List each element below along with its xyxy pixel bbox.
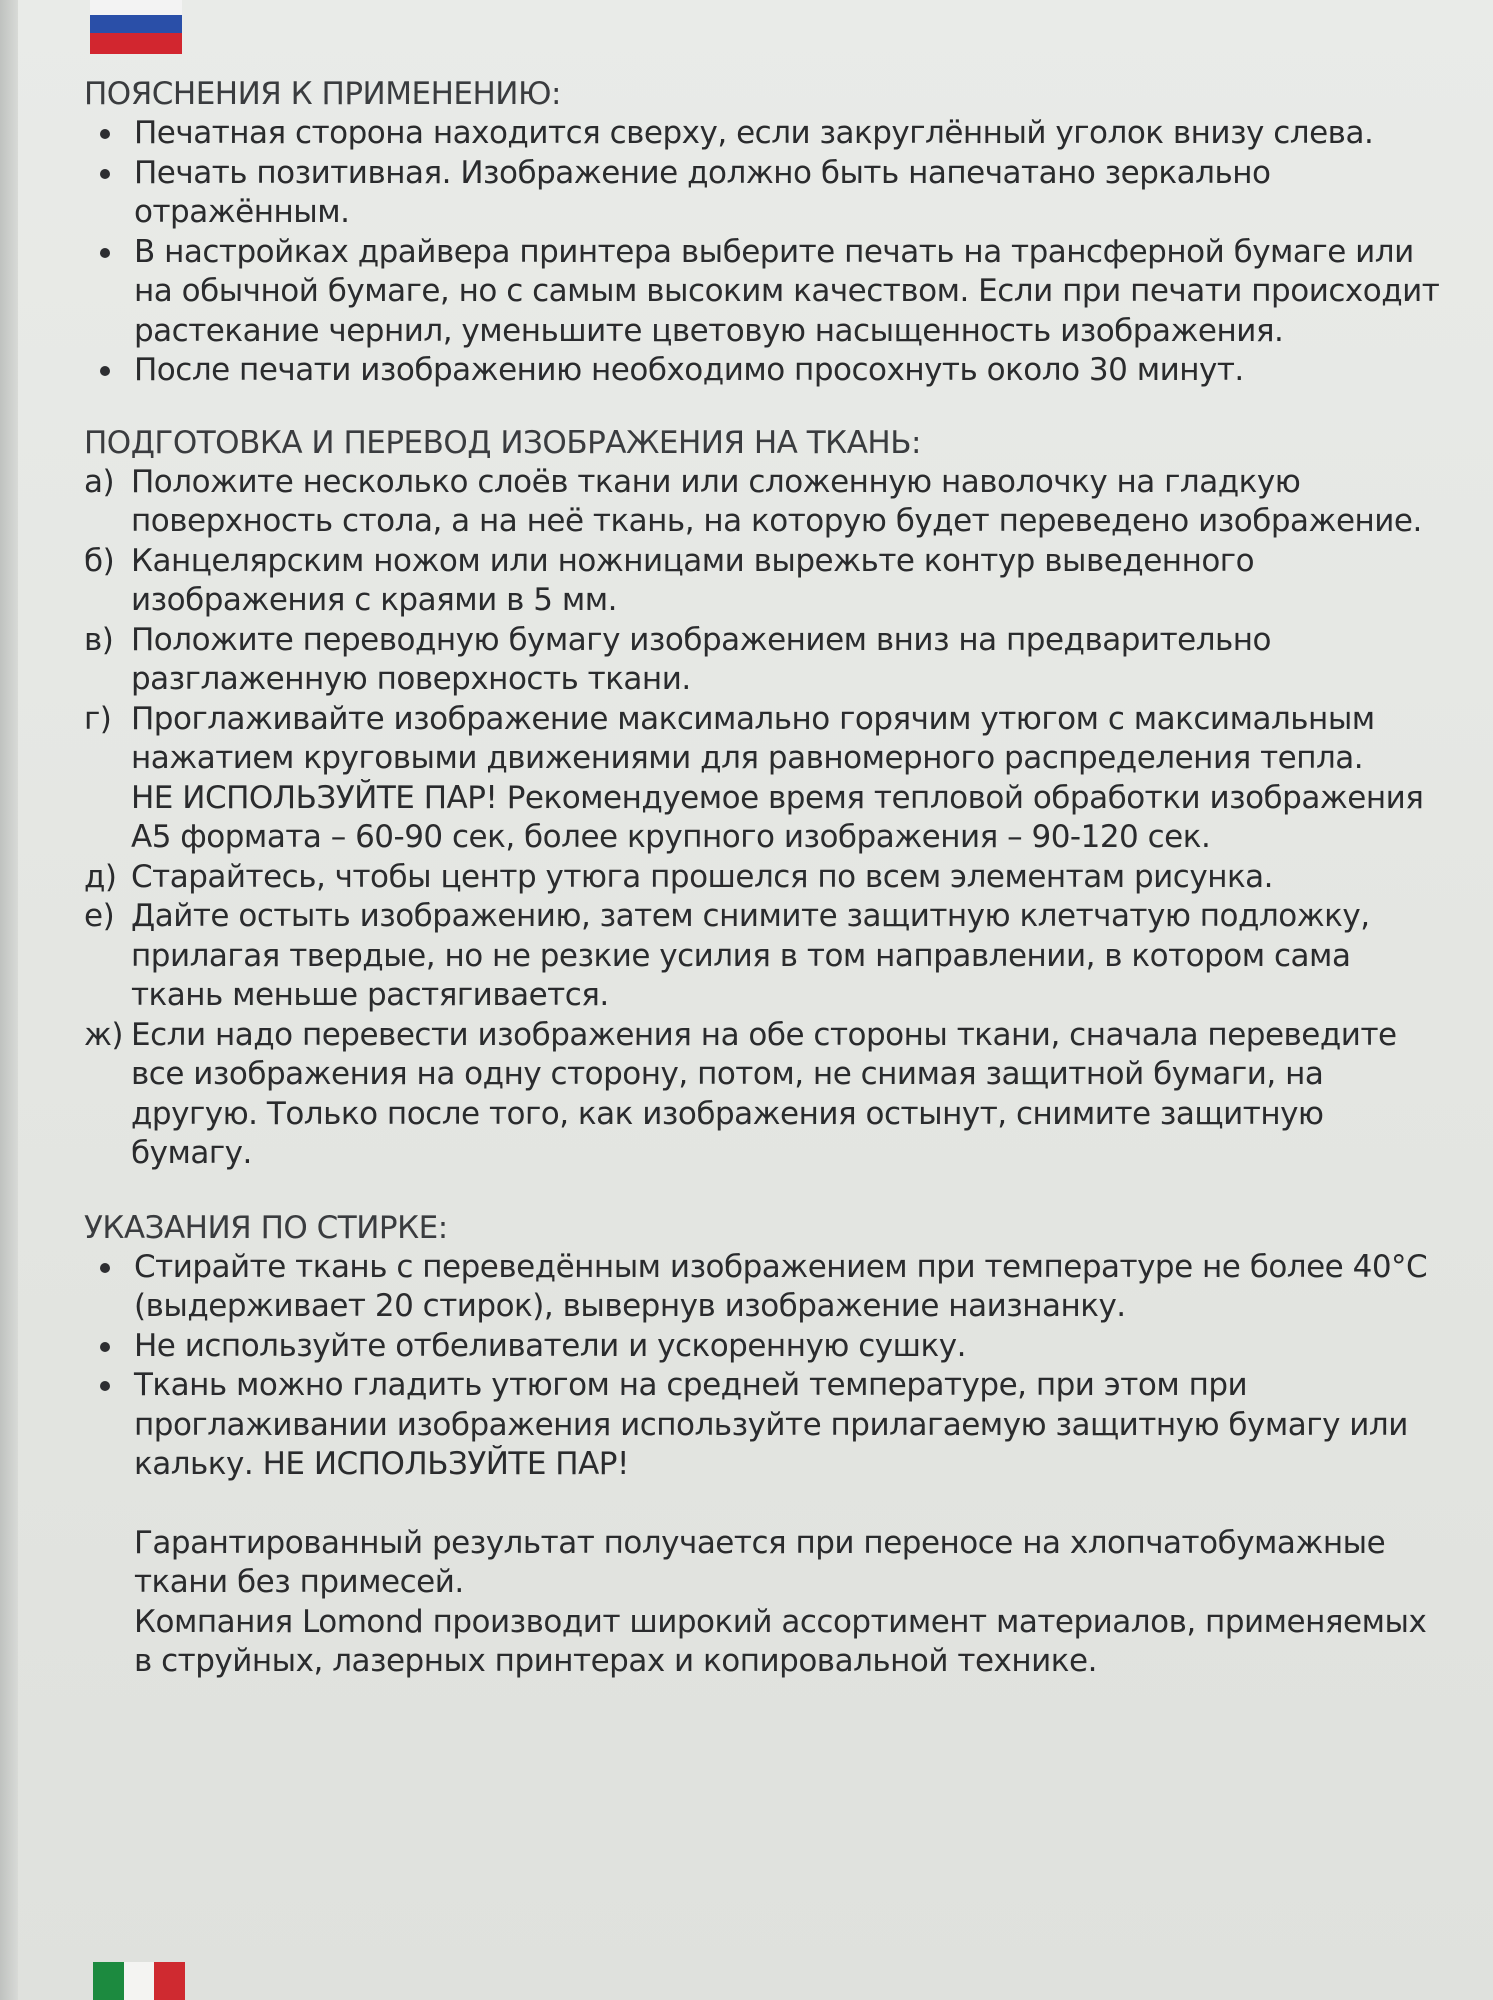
- page-edge-shadow: [0, 0, 18, 2000]
- step-text-group: [131, 700, 1444, 858]
- step-text: Проглаживайте изображение максимально горячим утюгом с максимальным нажатием круговыми движениями для равномерного распределения тепла.: [131, 700, 1375, 776]
- company-note: Компания Lomond производит широкий ассортимент материалов, применяемых в струйных, лазерных принтерах и копировальной технике.: [134, 1603, 1427, 1679]
- footer-notes: [84, 1524, 1444, 1682]
- list-item: Ткань можно гладить утюгом на средней температуре, при этом при проглаживании изображения используйте прилагаемую защитную бумагу или кальку. НЕ ИСПОЛЬЗУЙТЕ ПАР!: [84, 1366, 1444, 1485]
- step-text: Положите переводную бумагу изображением вниз на предварительно разглаженную поверхность ткани.: [131, 621, 1272, 697]
- list-item: В настройках драйвера принтера выберите печать на трансферной бумаге или на обычной бумаге, но с самым высоким качеством. Если при печати происходит растекание чернил, уменьшите цветовую насыщенность изображения.: [84, 233, 1444, 352]
- section-title-transfer: ПОДГОТОВКА И ПЕРЕВОД ИЗОБРАЖЕНИЯ НА ТКАНЬ:: [84, 424, 921, 461]
- list-item: Печатная сторона находится сверху, если закруглённый уголок внизу слева.: [84, 114, 1444, 154]
- step-text: Если надо перевести изображения на обе стороны ткани, сначала переведите все изображения на одну сторону, потом, не снимая защитной бумаги, на другую. Только после того, как изображения остынут, снимите защитную бумагу.: [131, 1016, 1397, 1171]
- step-text: Положите несколько слоёв ткани или сложенную наволочку на гладкую поверхность стола, а на неё ткань, на которую будет переведено изображение.: [131, 463, 1422, 539]
- step-marker: а): [84, 463, 115, 500]
- step-marker: е): [84, 898, 115, 934]
- step-text: Канцелярским ножом или ножницами вырежьте контур выведенного изображения с краями в 5 мм.: [131, 542, 1255, 618]
- guarantee-note: Гарантированный результат получается при переносе на хлопчатобумажные ткани без примесей.: [134, 1524, 1386, 1600]
- step-text: Дайте остыть изображению, затем снимите защитную клетчатую подложку, прилагая твердые, но не резкие усилия в том направлении, в котором сама ткань меньше растягивается.: [131, 898, 1370, 1013]
- steam-warning-note: НЕ ИСПОЛЬЗУЙТЕ ПАР! Рекомендуемое время тепловой обработки изображения А5 формата – 60-90 сек, более крупного изображения – 90-120 сек.: [131, 779, 1424, 855]
- transfer-steps: [84, 463, 1444, 1174]
- step-item: [84, 1016, 1444, 1174]
- step-marker: б): [84, 542, 115, 579]
- step-marker: г): [84, 700, 112, 737]
- step-item: [84, 897, 1444, 1016]
- instruction-content: [84, 74, 1444, 1682]
- list-item: Не используйте отбеливатели и ускоренную сушку.: [84, 1327, 1444, 1367]
- step-text: Старайтесь, чтобы центр утюга прошелся по всем элементам рисунка.: [131, 858, 1274, 895]
- step-item: [84, 700, 1444, 858]
- usage-list: [84, 114, 1444, 391]
- russian-flag-icon: [90, 0, 182, 54]
- italian-flag-icon: [93, 1962, 185, 2000]
- washing-list: [84, 1248, 1444, 1485]
- step-item: [84, 858, 1444, 898]
- step-marker: ж): [84, 1016, 124, 1053]
- section-title-washing: УКАЗАНИЯ ПО СТИРКЕ:: [84, 1209, 448, 1246]
- step-item: [84, 542, 1444, 621]
- section-title-usage: ПОЯСНЕНИЯ К ПРИМЕНЕНИЮ:: [84, 76, 561, 112]
- step-item: [84, 621, 1444, 700]
- step-marker: д): [84, 858, 117, 895]
- list-item: Печать позитивная. Изображение должно быть напечатано зеркально отражённым.: [84, 154, 1444, 233]
- list-item: Стирайте ткань с переведённым изображением при температуре не более 40°С (выдерживает 20 стирок), вывернув изображение наизнанку.: [84, 1248, 1444, 1327]
- list-item: После печати изображению необходимо просохнуть около 30 минут.: [84, 351, 1444, 391]
- step-marker: в): [84, 621, 114, 658]
- step-item: [84, 463, 1444, 542]
